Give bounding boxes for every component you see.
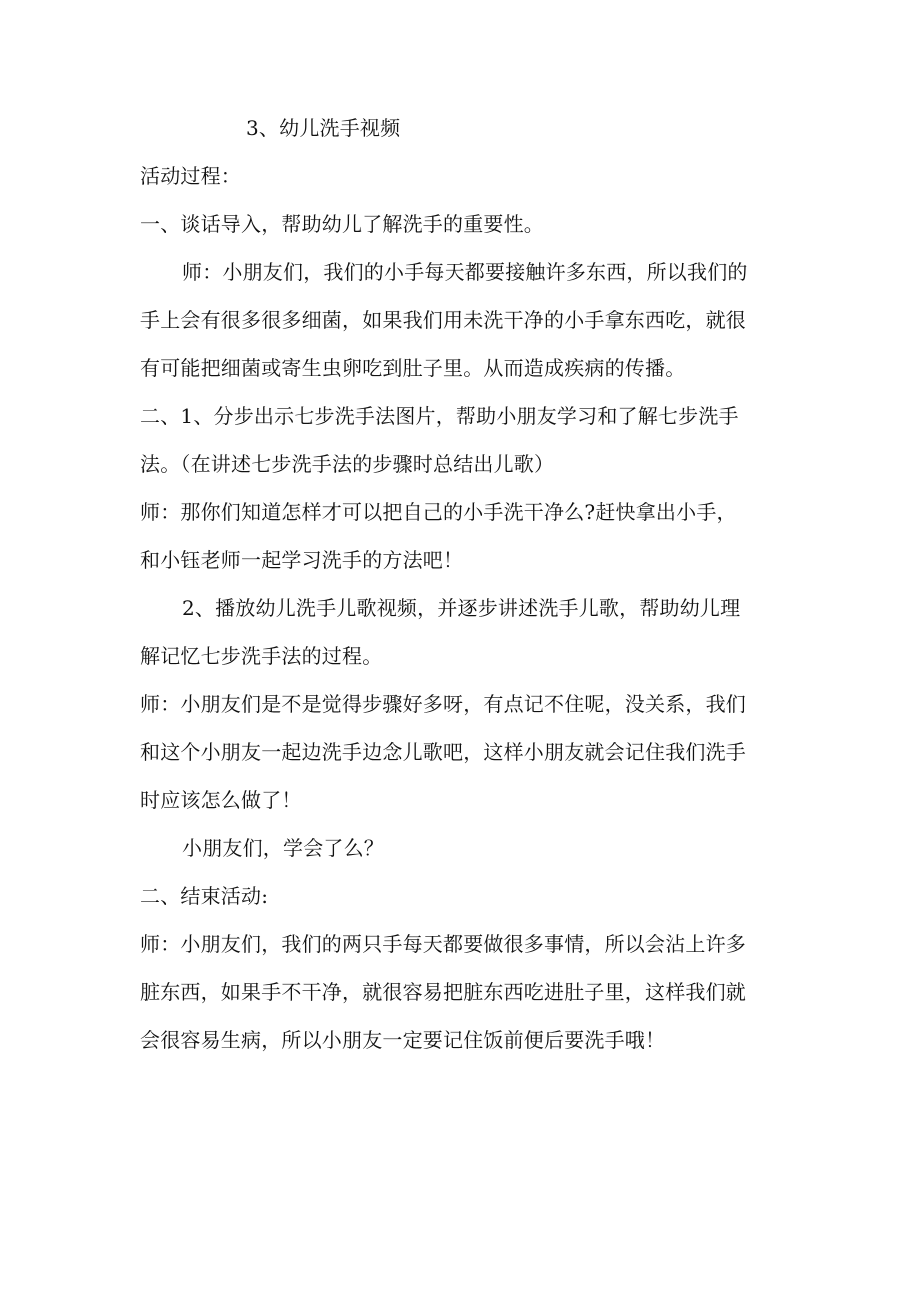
paragraph-line: 法。（在讲述七步洗手法的步骤时总结出儿歌） — [140, 452, 555, 476]
paragraph-line: 和小钰老师一起学习洗手的方法吧！ — [140, 548, 464, 572]
paragraph-line: 时应该怎么做了！ — [140, 788, 302, 812]
paragraph-line: 小朋友们，学会了么？ — [182, 836, 384, 860]
step-two-heading: 2、播放幼儿洗手儿歌视频，并逐步讲述洗手儿歌，帮助幼儿理 — [182, 596, 741, 620]
paragraph-line: 师：小朋友们，我们的小手每天都要接触许多东西，所以我们的 — [182, 260, 748, 284]
document-body — [140, 118, 790, 1078]
paragraph-line: 师：小朋友们，我们的两只手每天都要做很多事情，所以会沾上许多 — [140, 932, 746, 956]
paragraph-line: 师：那你们知道怎样才可以把自己的小手洗干净么?赶快拿出小手， — [140, 500, 737, 524]
section-title: 3、幼儿洗手视频 — [246, 116, 401, 140]
paragraph-line: 有可能把细菌或寄生虫卵吃到肚子里。从而造成疾病的传播。 — [140, 356, 686, 380]
closing-heading: 二、结束活动: — [140, 884, 269, 908]
paragraph-line: 和这个小朋友一起边洗手边念儿歌吧，这样小朋友就会记住我们洗手 — [140, 740, 746, 764]
paragraph-line: 手上会有很多很多细菌，如果我们用未洗干净的小手拿东西吃，就很 — [140, 308, 746, 332]
activity-process-heading: 活动过程： — [140, 164, 241, 188]
part-one-heading: 一、谈话导入，帮助幼儿了解洗手的重要性。 — [140, 212, 544, 236]
paragraph-line: 师：小朋友们是不是觉得步骤好多呀，有点记不住呢，没关系，我们 — [140, 692, 746, 716]
paragraph-line: 脏东西，如果手不干净，就很容易把脏东西吃进肚子里，这样我们就 — [140, 980, 746, 1004]
paragraph-line: 会很容易生病，所以小朋友一定要记住饭前便后要洗手哦！ — [140, 1028, 666, 1052]
part-two-heading: 二、1、分步出示七步洗手法图片，帮助小朋友学习和了解七步洗手 — [140, 404, 739, 428]
paragraph-line: 解记忆七步洗手法的过程。 — [140, 644, 383, 668]
